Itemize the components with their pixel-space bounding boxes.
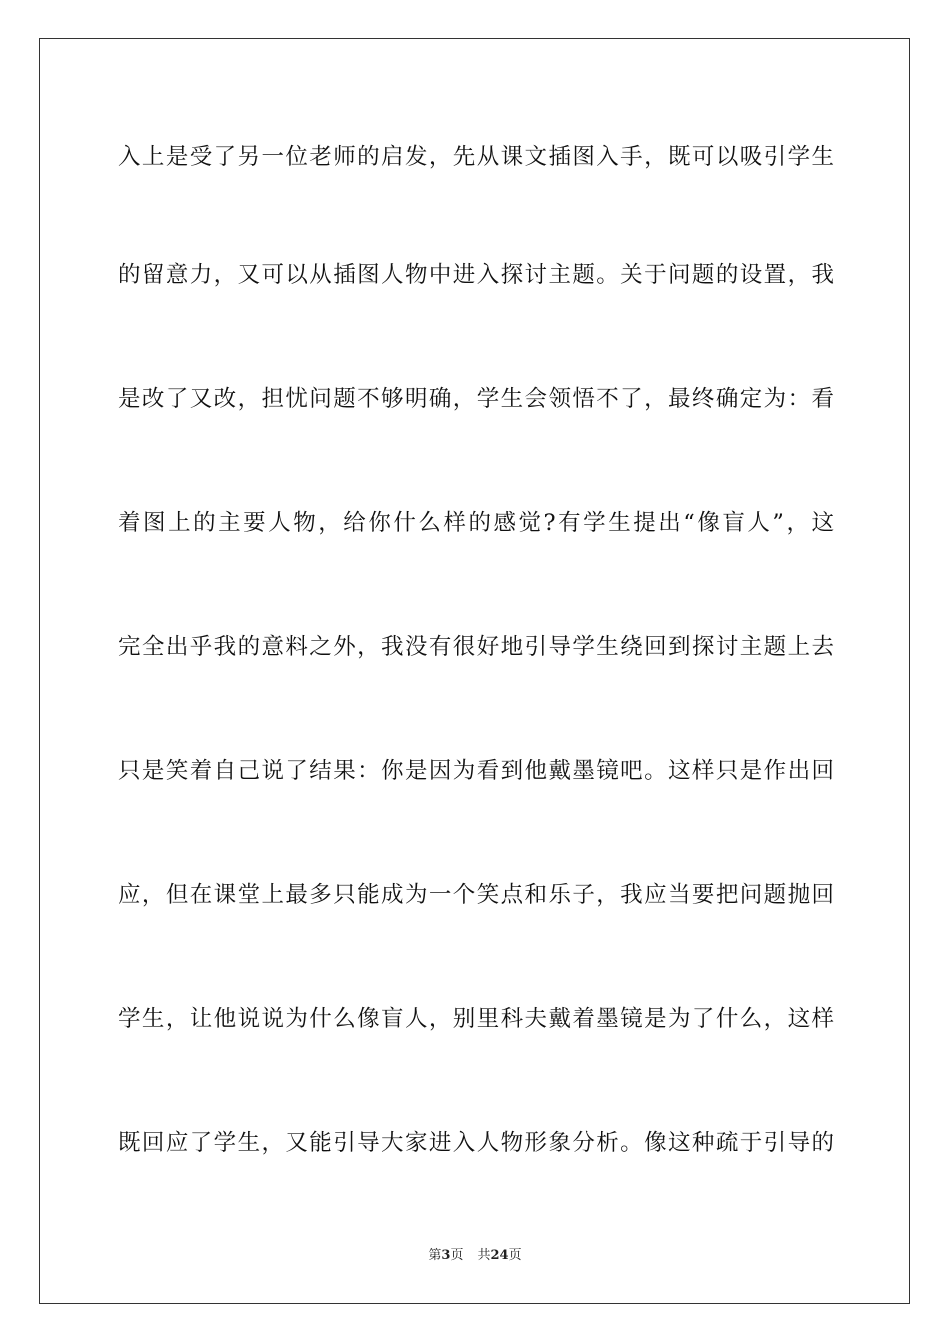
text-line: 的留意力，又可以从插图人物中进入探讨主题。关于问题的设置，我 (118, 262, 834, 288)
text-line: 学生，让他说说为什么像盲人，别里科夫戴着墨镜是为了什么，这样 (118, 1006, 834, 1032)
text-line: 是改了又改，担忧问题不够明确，学生会领悟不了，最终确定为：看 (118, 386, 834, 412)
text-line: 既回应了学生，又能引导大家进入人物形象分析。像这种疏于引导的 (118, 1130, 834, 1156)
text-line: 应，但在课堂上最多只能成为一个笑点和乐子，我应当要把问题抛回 (118, 882, 834, 908)
text-line: 入上是受了另一位老师的启发，先从课文插图入手，既可以吸引学生 (118, 144, 834, 170)
text-line: 只是笑着自己说了结果：你是因为看到他戴墨镜吧。这样只是作出回 (118, 758, 834, 784)
total-label-suffix: 页 (508, 1248, 522, 1263)
text-line: 着图上的主要人物，给你什么样的感觉?有学生提出“像盲人”，这 (118, 510, 834, 536)
total-page-count: 24 (490, 1248, 509, 1263)
current-page-number: 3 (441, 1248, 451, 1263)
page-label-prefix: 第 (428, 1248, 442, 1263)
text-line: 完全出乎我的意料之外，我没有很好地引导学生绕回到探讨主题上去 (118, 634, 834, 660)
total-label-prefix: 共 (477, 1248, 491, 1263)
page-footer (0, 1247, 950, 1265)
page-border (39, 38, 910, 1304)
page-label-suffix: 页 (450, 1248, 464, 1263)
